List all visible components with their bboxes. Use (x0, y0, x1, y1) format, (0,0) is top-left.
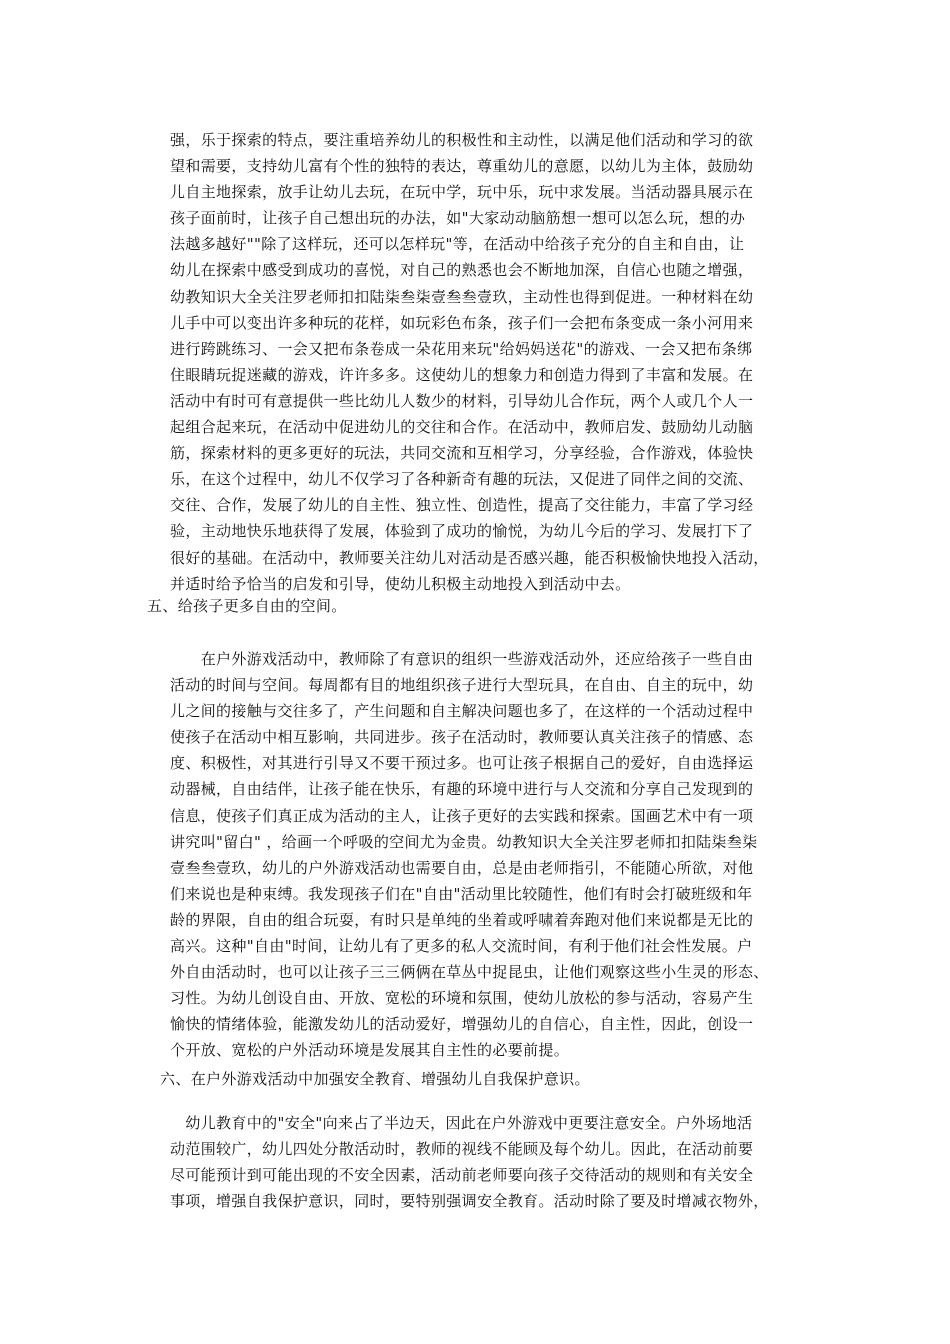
text-line: 高兴。这种"自由"时间，让幼儿有了更多的私人交流时间，有利于他们社会性发展。户 (170, 937, 753, 956)
text-line: 强，乐于探索的特点，要注重培养幼儿的积极性和主动性，以满足他们活动和学习的欲 (170, 131, 754, 149)
text-line: 孩子面前时，让孩子自己想出玩的办法，如"大家动动脑筋想一想可以怎么玩，想的办 (170, 209, 746, 228)
text-line: 活动中有时可有意提供一些比幼儿人数少的材料，引导幼儿合作玩，两个人或几个人一 (170, 391, 754, 410)
text-line: 验，主动地快乐地获得了发展，体验到了成功的愉悦，为幼儿今后的学习、发展打下了 (170, 522, 754, 541)
text-line: 住眼睛玩捉迷藏的游戏，许许多多。这使幼儿的想象力和创造力得到了丰富和发展。在 (170, 365, 754, 384)
text-line: 外自由活动时，也可以让孩子三三俩俩在草丛中捉昆虫，让他们观察这些小生灵的形态、 (170, 963, 769, 982)
section-heading-5: 五、给孩子更多自由的空间。 (147, 597, 347, 615)
text-line: 动器械，自由结伴，让孩子能在快乐，有趣的环境中进行与人交流和分享自己发现到的 (170, 780, 754, 799)
text-line: 幼教知识大全关注罗老师扣扣陆柒叁柒壹叁叁壹玖，主动性也得到促进。一种材料在幼 (170, 287, 754, 306)
section-heading-6: 六、在户外游戏活动中加强安全教育、增强幼儿自我保护意识。 (160, 1070, 590, 1088)
text-line: 并适时给予恰当的启发和引导，使幼儿积极主动地投入到活动中去。 (170, 574, 631, 593)
paragraph-autonomy-continued (170, 127, 769, 597)
text-line: 法越多越好""除了这样玩，还可以怎样玩"等，在活动中给孩子充分的自主和自由，让 (170, 235, 745, 254)
text-line: 起组合起来玩，在活动中促进幼儿的交往和合作。在活动中，教师启发、鼓励幼儿动脑 (170, 418, 754, 437)
text-line: 幼儿教育中的"安全"向来占了半边天，因此在户外游戏中更要注意安全。户外场地活 (170, 1114, 753, 1132)
text-line: 愉快的情绪体验，能激发幼儿的活动爱好，增强幼儿的自信心，自主性，因此，创设一 (170, 1015, 754, 1034)
paragraph-safety-education (170, 1110, 769, 1214)
text-line: 儿之间的接触与交往多了，产生问题和自主解决问题也多了，在这样的一个活动过程中 (170, 702, 754, 721)
text-line: 进行跨跳练习、一会又把布条卷成一朵花用来玩"给妈妈送花"的游戏、一会又把布条绑 (170, 339, 753, 358)
text-line: 儿手中可以变出许多种玩的花样，如玩彩色布条，孩子们一会把布条变成一条小河用来 (170, 313, 754, 332)
text-line: 交往、合作，发展了幼儿的自主性、独立性、创造性，提高了交往能力，丰富了学习经 (170, 496, 754, 515)
text-line: 度、积极性，对其进行引导又不要干预过多。也可让孩子根据自己的爱好，自由选择运 (170, 754, 754, 773)
text-line: 壹叁叁壹玖，幼儿的户外游戏活动也需要自由，总是由老师指引，不能随心所欲，对他 (170, 858, 754, 877)
text-line: 个开放、宽松的户外活动环境是发展其自主性的必要前提。 (170, 1041, 570, 1060)
text-line: 信息，使孩子们真正成为活动的主人，让孩子更好的去实践和探索。国画艺术中有一项 (170, 806, 754, 825)
text-line: 们来说也是种束缚。我发现孩子们在"自由"活动里比较随性，他们有时会打破班级和年 (170, 884, 753, 903)
text-line: 尽可能预计到可能出现的不安全因素，活动前老师要向孩子交待活动的规则和有关安全 (170, 1166, 754, 1185)
text-line: 事项，增强自我保护意识，同时，要特别强调安全教育。活动时除了要及时增减衣物外， (170, 1192, 769, 1211)
text-line: 筋，探索材料的更多更好的玩法，共同交流和互相学习，分享经验，合作游戏，体验快 (170, 444, 754, 463)
text-line: 讲究叫"留白" ，给画一个呼吸的空间尤为金贵。幼教知识大全关注罗老师扣扣陆柒叁柒 (170, 832, 758, 851)
text-line: 习性。为幼儿创设自由、开放、宽松的环境和氛围，使幼儿放松的参与活动，容易产生 (170, 989, 754, 1008)
paragraph-free-space (170, 646, 769, 1064)
text-line: 乐，在这个过程中，幼儿不仅学习了各种新奇有趣的玩法，又促进了同伴之间的交流、 (170, 470, 754, 489)
text-line: 使孩子在活动中相互影响，共同进步。孩子在活动时，教师要认真关注孩子的情感、态 (170, 728, 754, 747)
text-line: 很好的基础。在活动中，教师要关注幼儿对活动是否感兴趣，能否积极愉快地投入活动， (170, 548, 769, 567)
text-line: 儿自主地探索，放手让幼儿去玩，在玩中学，玩中乐，玩中求发展。当活动器具展示在 (170, 183, 754, 202)
text-line: 望和需要，支持幼儿富有个性的独特的表达，尊重幼儿的意愿，以幼儿为主体，鼓励幼 (170, 157, 754, 176)
text-line: 在户外游戏活动中，教师除了有意识的组织一些游戏活动外，还应给孩子一些自由 (170, 650, 754, 668)
text-line: 活动的时间与空间。每周都有目的地组织孩子进行大型玩具，在自由、自主的玩中，幼 (170, 676, 754, 695)
text-line: 动范围较广，幼儿四处分散活动时，教师的视线不能顾及每个幼儿。因此，在活动前要 (170, 1140, 754, 1159)
text-line: 幼儿在探索中感受到成功的喜悦，对自己的熟悉也会不断地加深，自信心也随之增强， (170, 261, 754, 280)
text-line: 龄的界限，自由的组合玩耍，有时只是单纯的坐着或呼啸着奔跑对他们来说都是无比的 (170, 910, 754, 929)
